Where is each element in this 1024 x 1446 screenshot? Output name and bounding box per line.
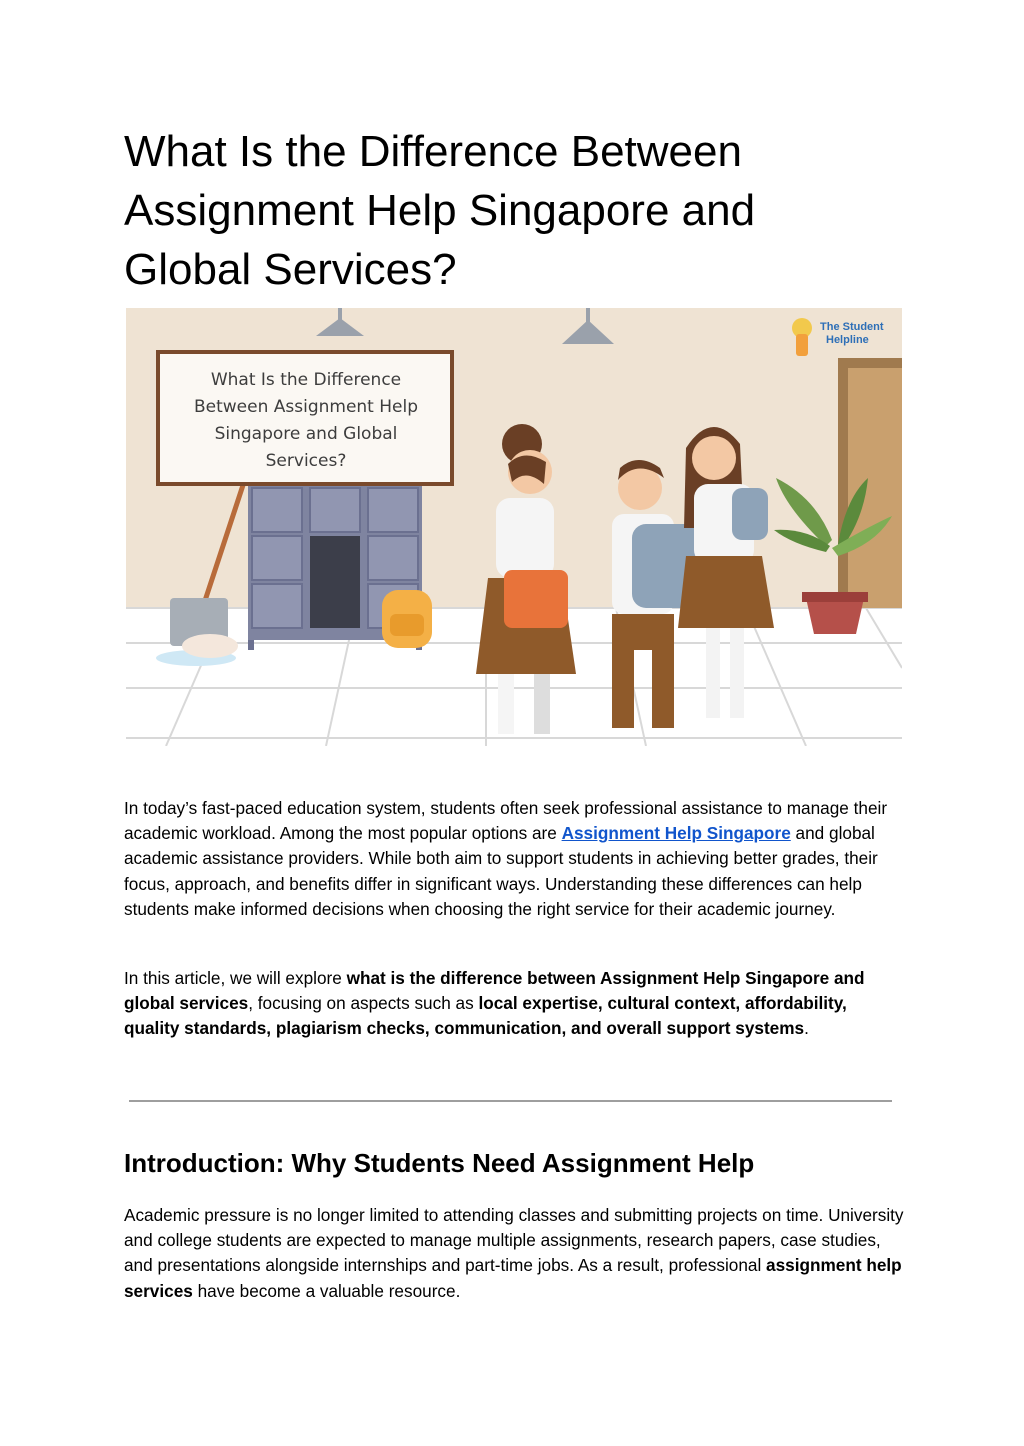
section-paragraph	[124, 1203, 904, 1304]
section-divider	[129, 1100, 892, 1102]
explore-text-3: .	[804, 1018, 809, 1039]
section-text-2: have become a valuable resource.	[192, 1280, 461, 1301]
sign-line2: Between Assignment Help	[193, 397, 419, 417]
explore-bold-2: local expertise, cultural context, affordability, quality standards, plagiarism checks, communication, and overall support systems	[124, 993, 847, 1039]
explore-paragraph	[124, 966, 904, 1042]
article-title: What Is the Difference Between Assignment Help Singapore and Global Services?	[124, 127, 756, 294]
logo-line2: Helpline	[826, 334, 869, 346]
intro-text-1: In today’s fast-paced education system, students often seek professional assistance to manage their academic workload. Among the most popular options are	[124, 798, 888, 844]
yellow-backpack	[382, 590, 432, 648]
sign-line1: What Is the Difference	[210, 370, 402, 390]
explore-bold-1: what is the difference between Assignment Help Singapore and global services	[124, 968, 865, 1014]
intro-text-2: and global academic assistance providers. While both aim to support students in achieving better grades, their focus, approach, and benefits differ in significant ways. Understanding these differences can help students make informed decisions when choosing the right service for their academic journey.	[124, 823, 878, 919]
assignment-help-singapore-link[interactable]: Assignment Help Singapore	[561, 823, 791, 844]
intro-paragraph	[124, 796, 904, 922]
section-text-1: Academic pressure is no longer limited to attending classes and submitting projects on time. University and college students are expected to manage multiple assignments, research papers, case studies, and presentations alongside internships and part-time jobs. As a result, professional	[124, 1205, 904, 1276]
explore-text-2: , focusing on aspects such as	[248, 993, 479, 1014]
logo-line1: The Student	[820, 321, 884, 333]
explore-text-1: In this article, we will explore	[124, 968, 347, 988]
section-bold-1: assignment help services	[124, 1255, 902, 1301]
sign-line3: Singapore and Global	[214, 424, 398, 444]
section-heading: Introduction: Why Students Need Assignment Help	[124, 1148, 755, 1178]
hero-illustration	[126, 308, 902, 746]
sign-line4: Services?	[265, 451, 347, 471]
